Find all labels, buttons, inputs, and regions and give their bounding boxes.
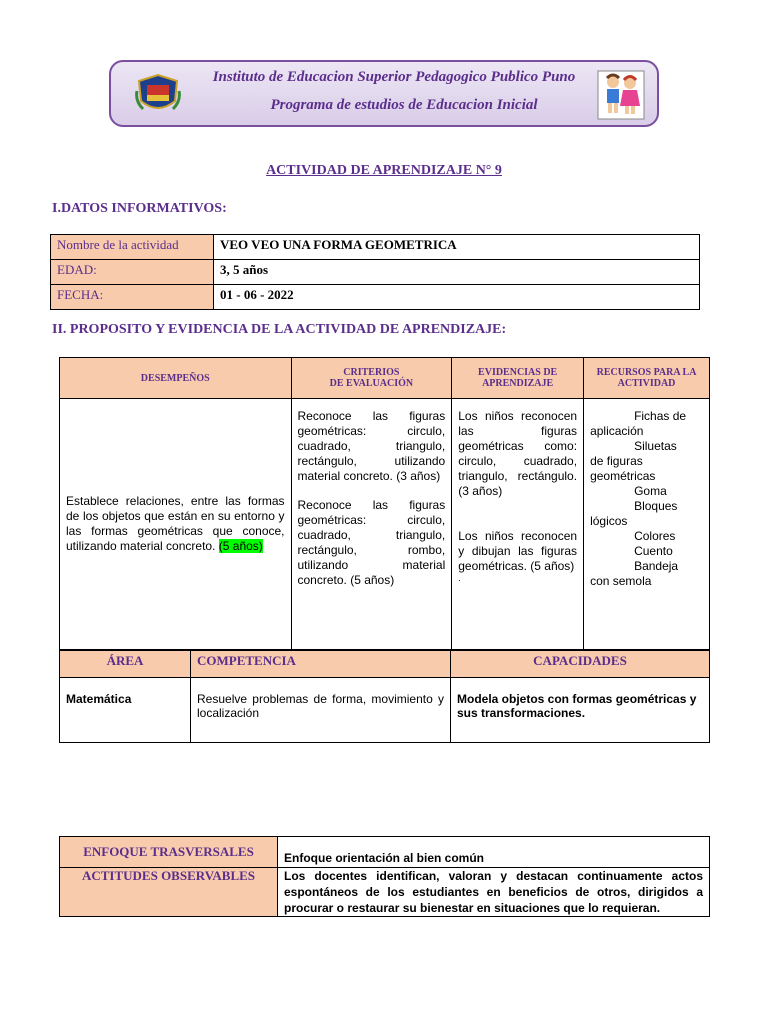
header-desempenos: DESEMPEÑOS	[60, 358, 292, 399]
table-row	[60, 837, 710, 868]
table-row	[60, 868, 710, 917]
evidencia-item: Los niños reconocen y dibujan las figuras geométricas. (5 años)	[458, 529, 578, 573]
recurso-item: lógicos	[590, 514, 628, 528]
recurso-item: Colores	[634, 529, 676, 543]
recurso-item: Fichas de	[634, 409, 687, 423]
competencia-value: Resuelve problemas de forma, movimiento y localización	[191, 678, 451, 743]
section-datos-heading: I.DATOS INFORMATIVOS:	[52, 201, 227, 216]
header-competencia: COMPETENCIA	[191, 651, 451, 678]
header-capacidades: CAPACIDADES	[451, 651, 710, 678]
proposito-table	[59, 357, 710, 650]
desempeno-text: Establece relaciones, entre las formas de los objetos que están en su entorno y las formas geométricas que conoce, utilizando material concreto.	[66, 494, 285, 553]
section-proposito-heading: II. PROPOSITO Y EVIDENCIA DE LA ACTIVIDAD DE APRENDIZAJE:	[52, 322, 507, 337]
info-value: 3, 5 años	[214, 260, 700, 285]
header-recursos: RECURSOS PARA LA ACTIVIDAD	[584, 358, 710, 399]
header-criterios: CRITERIOS DE EVALUACIÓN	[291, 358, 452, 399]
activity-title: ACTIVIDAD DE APRENDIZAJE N° 9	[266, 163, 502, 178]
info-table	[50, 234, 700, 310]
recurso-item: de figuras	[590, 454, 643, 468]
table-row	[51, 235, 700, 260]
capacidades-value: Modela objetos con formas geométricas y sus transformaciones.	[451, 678, 710, 743]
program-name: Programa de estudios de Educacion Inicial	[270, 97, 538, 113]
recurso-item: Siluetas	[634, 439, 677, 453]
institution-banner	[109, 60, 659, 127]
criterio-item: Reconoce las figuras geométricas: circulo, cuadrado, triangulo, rectángulo, rombo, utilizando material concreto. (5 años)	[297, 498, 446, 587]
table-row	[51, 260, 700, 285]
recursos-cell	[584, 399, 710, 650]
info-label: FECHA:	[51, 285, 214, 310]
table-row	[60, 399, 710, 650]
desempeno-age-highlight: (5 años)	[218, 539, 263, 553]
recurso-item: con semola	[590, 574, 652, 588]
recurso-item: aplicación	[590, 424, 644, 438]
actitudes-value: Los docentes identifican, valoran y destacan continuamente actos espontáneos de los estudiantes en beneficios de otros, dirigidos a procurar o restaurar su bienestar en situaciones que lo requieran.	[278, 868, 710, 917]
evidencia-dot: .	[458, 573, 461, 583]
recurso-item: Bandeja	[634, 559, 679, 573]
area-value: Matemática	[60, 678, 191, 743]
evidencia-item: Los niños reconocen las figuras geométricas como: circulo, cuadrado, triangulo, rectángulo. (3 años)	[458, 409, 578, 498]
table-header-row	[60, 358, 710, 399]
evidencias-cell	[452, 399, 584, 650]
criterios-cell	[291, 399, 452, 650]
institution-name: Instituto de Educacion Superior Pedagogico Publico Puno	[212, 69, 576, 85]
recurso-item: Bloques	[634, 499, 678, 513]
table-row	[60, 678, 710, 743]
header-evidencias: EVIDENCIAS DE APRENDIZAJE	[452, 358, 584, 399]
recurso-item: Cuento	[634, 544, 673, 558]
enfoque-table	[59, 836, 710, 917]
table-row	[51, 285, 700, 310]
children-logo-icon	[597, 70, 645, 120]
info-value: VEO VEO UNA FORMA GEOMETRICA	[214, 235, 700, 260]
recurso-item: Goma	[634, 484, 667, 498]
info-label: EDAD:	[51, 260, 214, 285]
enfoque-value: Enfoque orientación al bien común	[278, 837, 710, 868]
table-header-row	[60, 651, 710, 678]
info-value: 01 - 06 - 2022	[214, 285, 700, 310]
header-area: ÁREA	[60, 651, 191, 678]
criterio-item: Reconoce las figuras geométricas: circulo, cuadrado, triangulo, rectángulo, utilizando material concreto. (3 años)	[297, 409, 446, 483]
enfoque-label: ENFOQUE TRASVERSALES	[60, 837, 278, 868]
desempeno-cell	[60, 399, 292, 650]
competencias-table	[59, 650, 710, 743]
recurso-item: geométricas	[590, 469, 656, 483]
info-label: Nombre de la actividad	[51, 235, 214, 260]
actitudes-label: ACTITUDES OBSERVABLES	[60, 868, 278, 917]
